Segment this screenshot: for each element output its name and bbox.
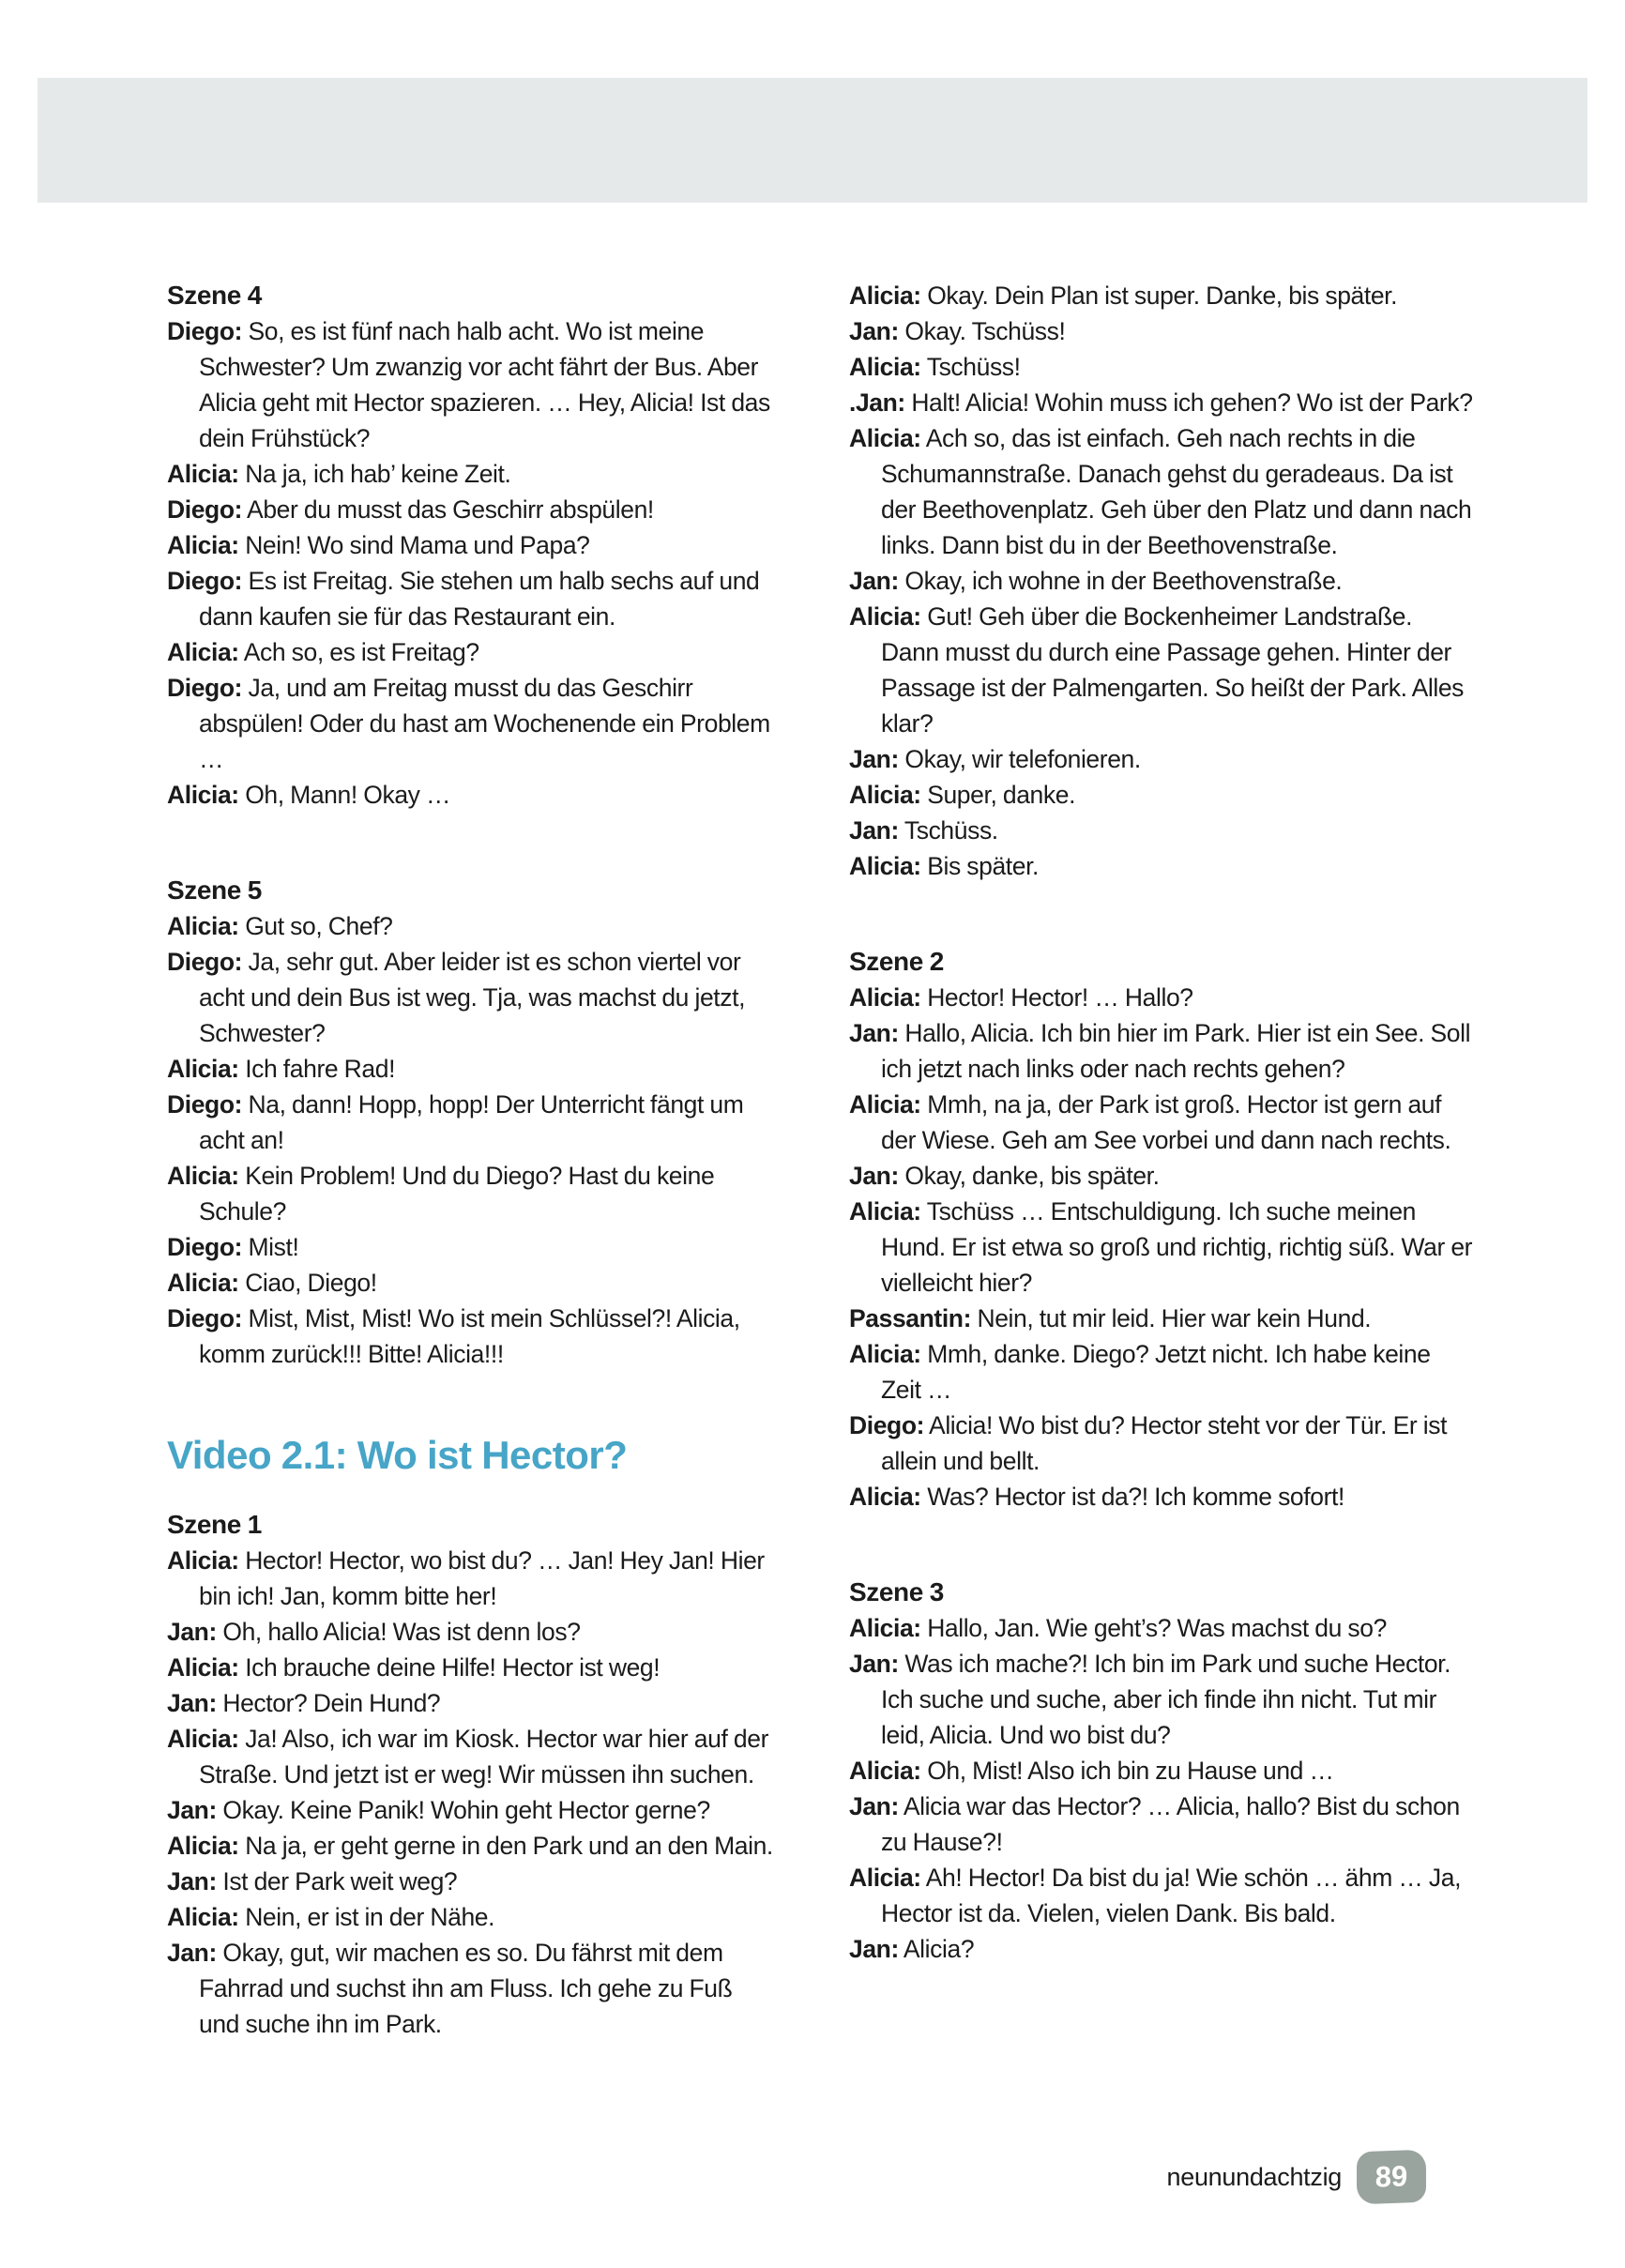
speaker-label: Jan: (849, 1935, 899, 1963)
dialogue-line: Jan: Alicia war das Hector? … Alicia, hallo? Bist du schon zu Hause?! (849, 1792, 1460, 1856)
speaker-label: Alicia: (849, 781, 921, 809)
dialogue-line: Alicia: Ach so, das ist einfach. Geh nach rechts in die Schumannstraße. Danach gehst du geradeaus. Da ist der Beethovenplatz. Geh über den Platz und dann nach links. Dann bist du in der Beethovenstraße. (849, 424, 1472, 559)
speaker-label: Alicia: (167, 1725, 239, 1753)
speaker-label: Jan: (849, 317, 899, 345)
footer (1032, 2151, 1426, 2203)
dialogue-line: Alicia: Kein Problem! Und du Diego? Hast du keine Schule? (167, 1162, 715, 1225)
dialogue-line: Alicia: Okay. Dein Plan ist super. Danke, bis später. (849, 282, 1398, 310)
scene-section (849, 1575, 1476, 1967)
scene-section (849, 278, 1476, 884)
dialogue-line: Passantin: Nein, tut mir leid. Hier war kein Hund. (849, 1304, 1372, 1332)
dialogue-line: Alicia: Na ja, er geht gerne in den Park und an den Main. (167, 1832, 773, 1860)
dialogue-line: Jan: Okay, wir telefonieren. (849, 745, 1141, 773)
dialogue-line: Jan: Ist der Park weit weg? (167, 1867, 458, 1895)
speaker-label: Diego: (167, 674, 243, 702)
scene-section (167, 278, 775, 813)
speaker-label: Alicia: (167, 1832, 239, 1860)
dialogue-line: Alicia: Nein, er ist in der Nähe. (167, 1903, 495, 1931)
dialogue-line: Jan: Was ich mache?! Ich bin im Park und suche Hector. Ich suche und suche, aber ich finde ihn nicht. Tut mir leid, Alicia. Und wo bist du? (849, 1650, 1451, 1749)
speaker-label: Alicia: (167, 781, 239, 809)
speaker-label: Diego: (167, 1304, 243, 1332)
dialogue-line: Alicia: Was? Hector ist da?! Ich komme sofort! (849, 1483, 1344, 1511)
dialogue-line: Alicia: Ah! Hector! Da bist du ja! Wie schön … ähm … Ja, Hector ist da. Vielen, vielen Dank. Bis bald. (849, 1864, 1462, 1927)
video-title: Video 2.1: Wo ist Hector? (167, 1433, 628, 1477)
speaker-label: Diego: (167, 1090, 243, 1119)
scene-section (167, 1507, 775, 2042)
dialogue-line: Jan: Okay. Keine Panik! Wohin geht Hector gerne? (167, 1796, 710, 1824)
dialogue-line: Alicia: Oh, Mann! Okay … (167, 781, 451, 809)
speaker-label: Jan: (849, 816, 899, 845)
dialogue-line: Diego: Mist, Mist, Mist! Wo ist mein Schlüssel?! Alicia, komm zurück!!! Bitte! Alicia!!! (167, 1304, 740, 1368)
speaker-label: Alicia: (849, 1483, 921, 1511)
dialogue-line: Alicia: Na ja, ich hab’ keine Zeit. (167, 460, 511, 488)
page-number-word: neunundachtzig (1166, 2162, 1342, 2191)
speaker-label: Alicia: (167, 638, 239, 666)
dialogue-line: Diego: Alicia! Wo bist du? Hector steht vor der Tür. Er ist allein und bellt. (849, 1411, 1448, 1475)
dialogue-line: Jan: Okay, gut, wir machen es so. Du fährst mit dem Fahrrad und suchst ihn am Fluss. Ich gehe zu Fuß und suche ihn im Park. (167, 1939, 733, 2038)
dialogue-line: Alicia: Ja! Also, ich war im Kiosk. Hector war hier auf der Straße. Und jetzt ist er weg! Wir müssen ihn suchen. (167, 1725, 769, 1789)
speaker-label: Alicia: (167, 1162, 239, 1190)
speaker-label: Alicia: (167, 1546, 239, 1575)
column-right (849, 278, 1476, 2027)
dialogue-line: Jan: Oh, hallo Alicia! Was ist denn los? (167, 1618, 581, 1646)
dialogue-line: Alicia: Oh, Mist! Also ich bin zu Hause und … (849, 1757, 1334, 1785)
speaker-label: Alicia: (167, 912, 239, 940)
dialogue-line: Alicia: Ach so, es ist Freitag? (167, 638, 479, 666)
speaker-label: Alicia: (167, 460, 239, 488)
dialogue-line: Alicia: Ich fahre Rad! (167, 1055, 396, 1083)
dialogue-line: Alicia: Nein! Wo sind Mama und Papa? (167, 531, 590, 559)
dialogue-line: Jan: Okay. Tschüss! (849, 317, 1066, 345)
speaker-label: Alicia: (849, 602, 921, 631)
speaker-label: Alicia: (849, 424, 921, 452)
speaker-label: Alicia: (849, 983, 921, 1012)
speaker-label: Alicia: (849, 1340, 921, 1368)
speaker-label: Alicia: (849, 852, 921, 880)
speaker-label: Passantin: (849, 1304, 972, 1332)
dialogue-line: Alicia: Hector! Hector, wo bist du? … Jan! Hey Jan! Hier bin ich! Jan, komm bitte her! (167, 1546, 765, 1610)
scene-section (167, 873, 775, 1372)
speaker-label: Alicia: (167, 531, 239, 559)
speaker-label: Alicia: (849, 282, 921, 310)
speaker-label: Diego: (167, 317, 243, 345)
dialogue-line: Jan: Hallo, Alicia. Ich bin hier im Park. Hier ist ein See. Soll ich jetzt nach links oder nach rechts gehen? (849, 1019, 1471, 1083)
header-band (38, 78, 1587, 203)
speaker-label: Alicia: (849, 1090, 921, 1119)
speaker-label: Jan: (849, 567, 899, 595)
dialogue-line: Diego: Aber du musst das Geschirr abspülen! (167, 495, 654, 524)
dialogue-line: Jan: Hector? Dein Hund? (167, 1689, 441, 1717)
speaker-label: Diego: (167, 567, 243, 595)
speaker-label: Jan: (167, 1867, 217, 1895)
dialogue-line: Jan: Okay, danke, bis später. (849, 1162, 1160, 1190)
dialogue-line: Jan: Alicia? (849, 1935, 975, 1963)
dialogue-line: Alicia: Tschüss! (849, 353, 1021, 381)
speaker-label: .Jan: (849, 388, 905, 417)
speaker-label: Alicia: (167, 1903, 239, 1931)
dialogue-line: Diego: So, es ist fünf nach halb acht. Wo ist meine Schwester? Um zwanzig vor acht fährt der Bus. Aber Alicia geht mit Hector spazieren. … Hey, Alicia! Ist das dein Frühstück? (167, 317, 770, 452)
dialogue-line: Alicia: Mmh, na ja, der Park ist groß. Hector ist gern auf der Wiese. Geh am See vorbei und dann nach rechts. (849, 1090, 1451, 1154)
scene-title: Szene 5 (167, 875, 262, 905)
speaker-label: Diego: (167, 1233, 243, 1261)
dialogue-line: Jan: Tschüss. (849, 816, 998, 845)
scene-section (849, 944, 1476, 1515)
speaker-label: Alicia: (167, 1055, 239, 1083)
dialogue-line: Alicia: Tschüss … Entschuldigung. Ich suche meinen Hund. Er ist etwa so groß und richtig, richtig süß. War er vielleicht hier? (849, 1197, 1473, 1297)
dialogue-line: Diego: Na, dann! Hopp, hopp! Der Unterricht fängt um acht an! (167, 1090, 744, 1154)
speaker-label: Alicia: (849, 1614, 921, 1642)
dialogue-line: Alicia: Hallo, Jan. Wie geht’s? Was machst du so? (849, 1614, 1387, 1642)
dialogue-line: Jan: Okay, ich wohne in der Beethovenstraße. (849, 567, 1343, 595)
speaker-label: Diego: (167, 495, 243, 524)
dialogue-line: Alicia: Ich brauche deine Hilfe! Hector ist weg! (167, 1653, 661, 1682)
column-left (167, 278, 775, 2102)
speaker-label: Alicia: (167, 1269, 239, 1297)
dialogue-line: Alicia: Mmh, danke. Diego? Jetzt nicht. Ich habe keine Zeit … (849, 1340, 1431, 1404)
speaker-label: Alicia: (849, 353, 921, 381)
speaker-label: Jan: (167, 1689, 217, 1717)
dialogue-line: .Jan: Halt! Alicia! Wohin muss ich gehen? Wo ist der Park? (849, 388, 1473, 417)
dialogue-line: Diego: Es ist Freitag. Sie stehen um halb sechs auf und dann kaufen sie für das Restaurant ein. (167, 567, 760, 631)
speaker-label: Alicia: (849, 1864, 921, 1892)
dialogue-line: Diego: Ja, sehr gut. Aber leider ist es schon viertel vor acht und dein Bus ist weg. Tja, was machst du jetzt, Schwester? (167, 948, 746, 1047)
dialogue-line: Alicia: Gut so, Chef? (167, 912, 393, 940)
speaker-label: Diego: (849, 1411, 925, 1439)
speaker-label: Jan: (167, 1939, 217, 1967)
scene-title: Szene 4 (167, 281, 262, 310)
speaker-label: Alicia: (849, 1757, 921, 1785)
scene-title: Szene 1 (167, 1510, 262, 1539)
speaker-label: Jan: (167, 1796, 217, 1824)
dialogue-line: Diego: Mist! (167, 1233, 299, 1261)
speaker-label: Jan: (849, 1019, 899, 1047)
dialogue-line: Diego: Ja, und am Freitag musst du das Geschirr abspülen! Oder du hast am Wochenende ein Problem … (167, 674, 770, 773)
dialogue-line: Alicia: Gut! Geh über die Bockenheimer Landstraße. Dann musst du durch eine Passage gehen. Hinter der Passage ist der Palmengarten. So heißt der Park. Alles klar? (849, 602, 1465, 738)
speaker-label: Jan: (849, 1162, 899, 1190)
speaker-label: Jan: (849, 745, 899, 773)
speaker-label: Jan: (167, 1618, 217, 1646)
scene-title: Szene 3 (849, 1577, 944, 1606)
dialogue-line: Alicia: Ciao, Diego! (167, 1269, 377, 1297)
page-number-badge: 89 (1357, 2150, 1426, 2205)
dialogue-line: Alicia: Super, danke. (849, 781, 1076, 809)
scene-title: Szene 2 (849, 947, 944, 976)
dialogue-line: Alicia: Hector! Hector! … Hallo? (849, 983, 1193, 1012)
speaker-label: Jan: (849, 1650, 899, 1678)
speaker-label: Jan: (849, 1792, 899, 1820)
speaker-label: Alicia: (849, 1197, 921, 1225)
speaker-label: Alicia: (167, 1653, 239, 1682)
dialogue-line: Alicia: Bis später. (849, 852, 1040, 880)
speaker-label: Diego: (167, 948, 243, 976)
